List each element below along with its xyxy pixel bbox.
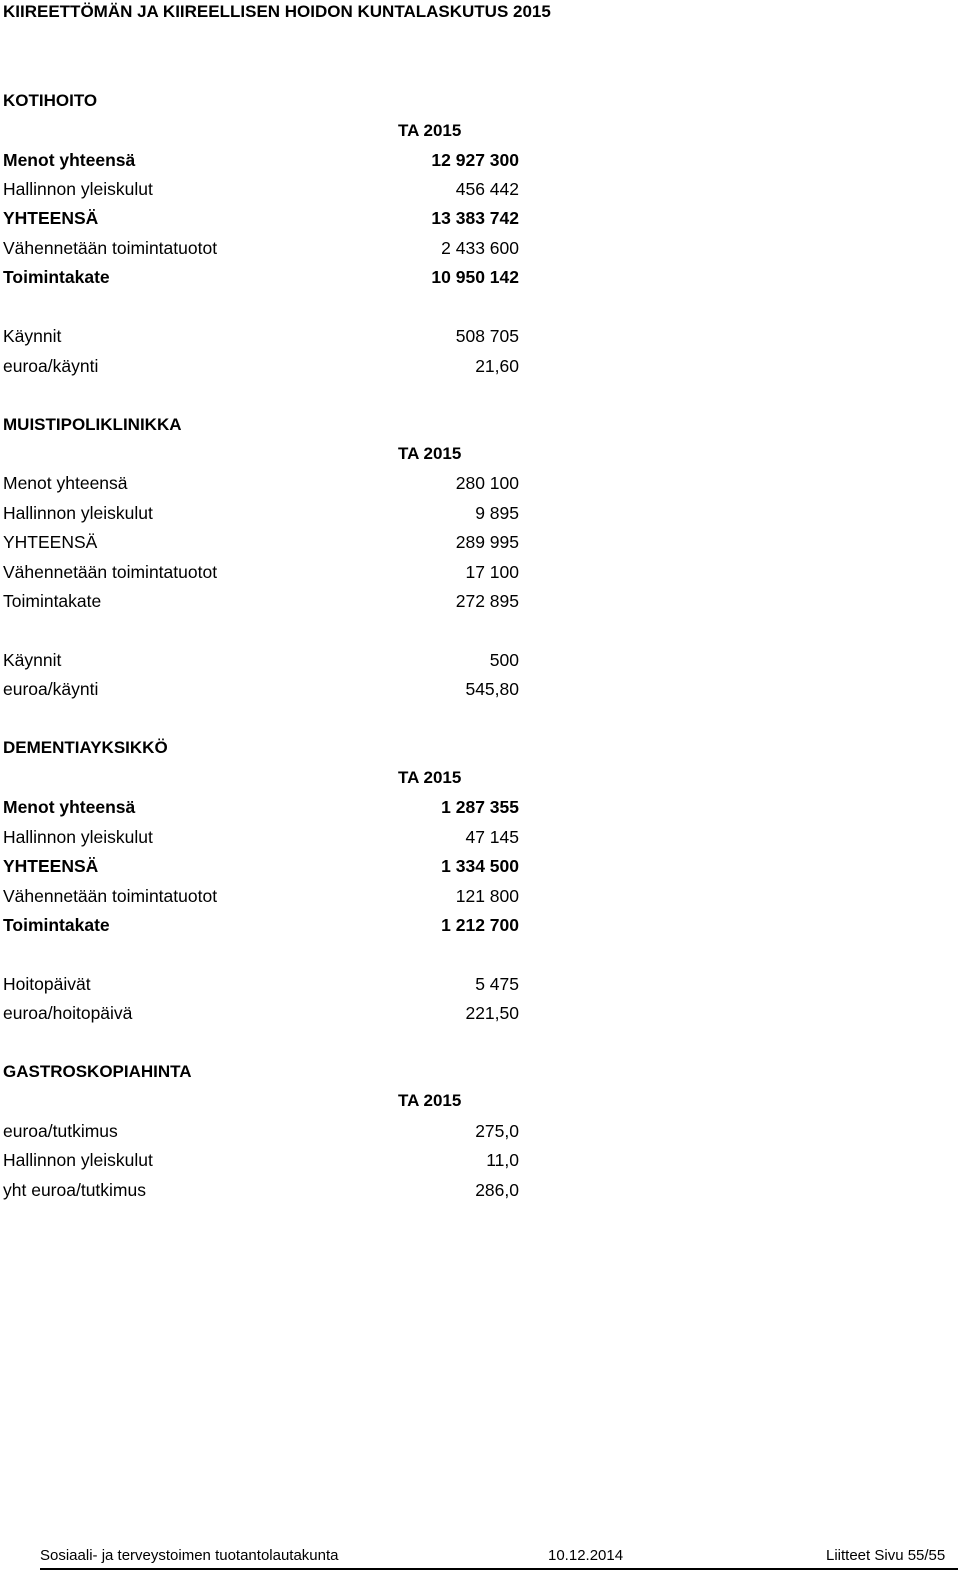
- section-title-kotihoito: KOTIHOITO: [3, 91, 98, 110]
- row-value: 11,0: [486, 1150, 519, 1170]
- row-value: 275,0: [475, 1121, 519, 1141]
- table-row: [3, 795, 519, 819]
- table-row: [3, 354, 519, 378]
- row-value: 280 100: [455, 473, 519, 493]
- row-value: 272 895: [455, 591, 519, 611]
- row-value: 289 995: [455, 532, 519, 552]
- row-value: 1 334 500: [441, 856, 519, 876]
- row-label: Käynnit: [3, 326, 62, 346]
- table-row: [3, 1119, 519, 1143]
- table-row: [3, 530, 519, 554]
- row-value: 12 927 300: [431, 150, 519, 170]
- row-label: Vähennetään toimintatuotot: [3, 562, 218, 582]
- row-label: YHTEENSÄ: [3, 208, 99, 228]
- row-value: 500: [489, 650, 519, 670]
- row-label: euroa/hoitopäivä: [3, 1003, 133, 1023]
- row-value: 121 800: [455, 886, 519, 906]
- row-label: Hallinnon yleiskulut: [3, 179, 153, 199]
- table-row: [3, 1148, 519, 1172]
- row-label: euroa/käynti: [3, 356, 99, 376]
- table-row: [3, 471, 519, 495]
- table-row: [3, 913, 519, 937]
- table-row: [3, 148, 519, 172]
- row-value: 21,60: [475, 356, 519, 376]
- row-value: 1 287 355: [441, 797, 519, 817]
- row-label: euroa/tutkimus: [3, 1121, 118, 1141]
- column-header: TA 2015: [398, 768, 462, 787]
- row-label: Menot yhteensä: [3, 150, 136, 170]
- page-title: KIIREETTÖMÄN JA KIIREELLISEN HOIDON KUNTALASKUTUS 2015: [3, 2, 551, 21]
- section-title-muistipoliklinikka: MUISTIPOLIKLINIKKA: [3, 415, 182, 434]
- row-label: yht euroa/tutkimus: [3, 1180, 146, 1200]
- table-row: [3, 1178, 519, 1202]
- footer-divider: [40, 1568, 958, 1570]
- row-label: YHTEENSÄ: [3, 532, 98, 552]
- table-row: [3, 1001, 519, 1025]
- row-label: Menot yhteensä: [3, 473, 128, 493]
- row-value: 508 705: [455, 326, 519, 346]
- table-row: [3, 177, 519, 201]
- row-label: Vähennetään toimintatuotot: [3, 886, 218, 906]
- row-value: 17 100: [465, 562, 519, 582]
- table-row: [3, 236, 519, 260]
- row-label: YHTEENSÄ: [3, 856, 99, 876]
- table-row: [3, 501, 519, 525]
- footer-date: 10.12.2014: [548, 1547, 624, 1564]
- row-label: Käynnit: [3, 650, 62, 670]
- table-row: [3, 648, 519, 672]
- table-row: [3, 589, 519, 613]
- row-value: 221,50: [465, 1003, 519, 1023]
- row-label: Toimintakate: [3, 267, 110, 287]
- row-label: euroa/käynti: [3, 679, 99, 699]
- row-label: Vähennetään toimintatuotot: [3, 238, 218, 258]
- row-label: Hallinnon yleiskulut: [3, 503, 153, 523]
- row-label: Toimintakate: [3, 915, 110, 935]
- table-row: [3, 560, 519, 584]
- row-value: 47 145: [465, 827, 519, 847]
- table-row: [3, 854, 519, 878]
- row-value: 286,0: [475, 1180, 519, 1200]
- table-row: [3, 972, 519, 996]
- row-value: 13 383 742: [431, 208, 519, 228]
- table-row: [3, 825, 519, 849]
- footer-page-number: Liitteet Sivu 55/55: [826, 1547, 946, 1564]
- section-title-gastroskopiahinta: GASTROSKOPIAHINTA: [3, 1062, 192, 1081]
- row-value: 5 475: [475, 974, 519, 994]
- row-label: Menot yhteensä: [3, 797, 136, 817]
- table-row: [3, 206, 519, 230]
- row-label: Hallinnon yleiskulut: [3, 1150, 153, 1170]
- footer-committee: Sosiaali- ja terveystoimen tuotantolautakunta: [40, 1547, 339, 1564]
- row-label: Toimintakate: [3, 591, 102, 611]
- table-row: [3, 884, 519, 908]
- table-row: [3, 677, 519, 701]
- table-row: [3, 265, 519, 289]
- row-value: 2 433 600: [441, 238, 519, 258]
- row-label: Hoitopäivät: [3, 974, 91, 994]
- section-title-dementiayksikko: DEMENTIAYKSIKKÖ: [3, 738, 168, 757]
- column-header: TA 2015: [398, 121, 462, 140]
- table-row: [3, 324, 519, 348]
- row-value: 10 950 142: [431, 267, 519, 287]
- row-value: 1 212 700: [441, 915, 519, 935]
- column-header: TA 2015: [398, 444, 462, 463]
- column-header: TA 2015: [398, 1091, 462, 1110]
- row-value: 9 895: [475, 503, 519, 523]
- row-label: Hallinnon yleiskulut: [3, 827, 153, 847]
- row-value: 456 442: [455, 179, 519, 199]
- row-value: 545,80: [465, 679, 519, 699]
